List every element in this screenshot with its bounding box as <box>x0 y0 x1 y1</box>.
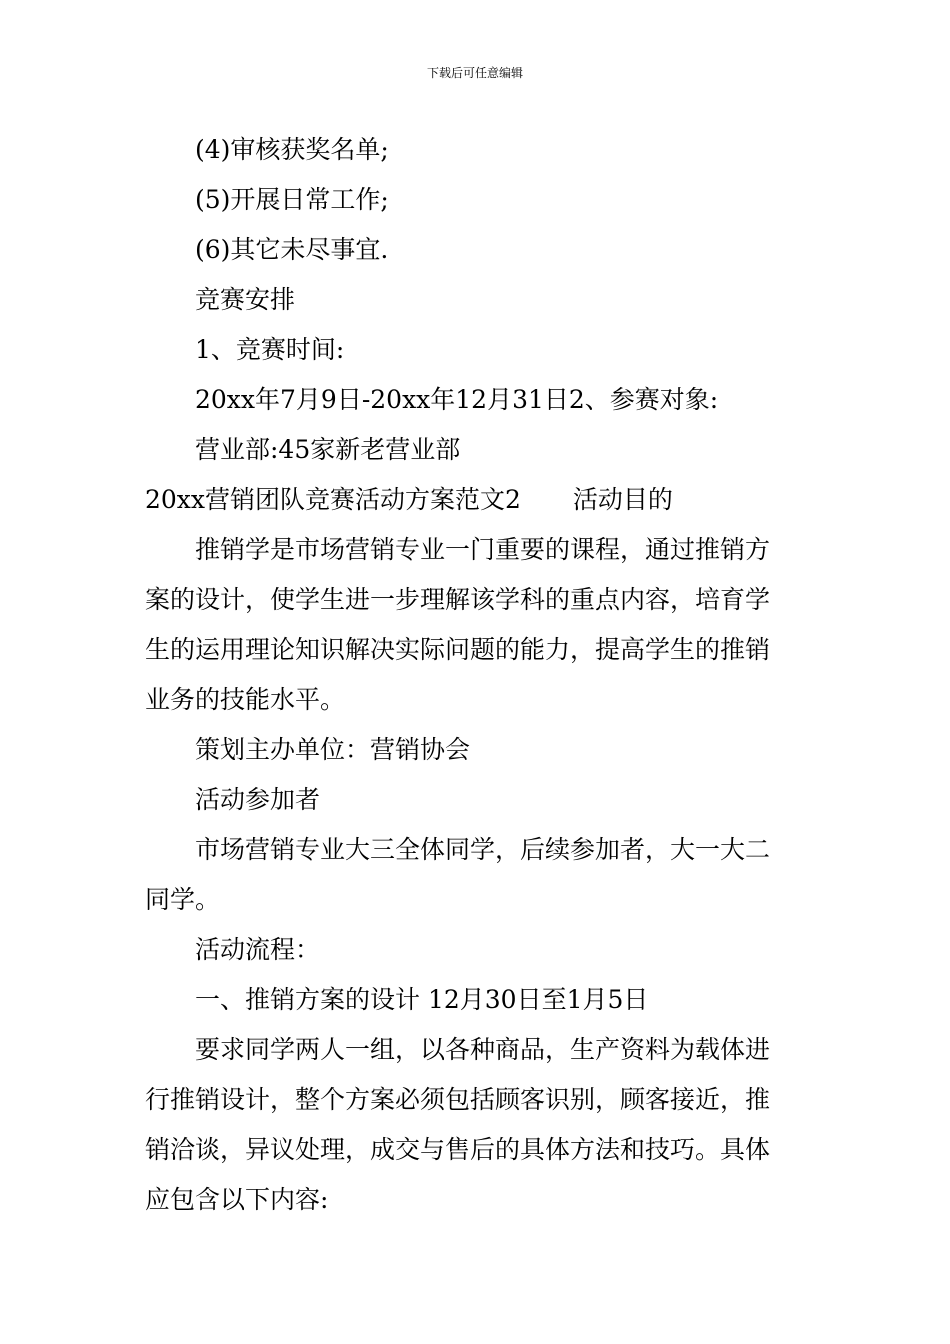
list-item-6: (6)其它未尽事宜. <box>195 235 389 264</box>
section-heading-purpose: 活动目的 <box>572 485 673 514</box>
section-heading-participants: 活动参加者 <box>195 785 321 814</box>
paragraph-line: 同学。 <box>145 885 221 914</box>
list-item-4: (4)审核获奖名单; <box>195 135 389 164</box>
doc-title-line <box>145 483 810 517</box>
paragraph-line: 市场营销专业大三全体同学，后续参加者，大一大二 <box>195 835 771 864</box>
paragraph-line: 销洽谈，异议处理，成交与售后的具体方法和技巧。具体 <box>145 1135 771 1164</box>
paragraph-line: 行推销设计，整个方案必须包括顾客识别，顾客接近，推 <box>145 1085 771 1114</box>
competition-time-label: 1、竞赛时间: <box>195 335 345 364</box>
doc-title: 20xx营销团队竞赛活动方案范文2 <box>145 485 521 514</box>
step-heading: 一、推销方案的设计 12月30日至1月5日 <box>195 985 649 1014</box>
paragraph-line: 业务的技能水平。 <box>145 685 346 714</box>
paragraph-line: 应包含以下内容: <box>145 1185 329 1214</box>
section-heading-competition: 竞赛安排 <box>195 285 296 314</box>
paragraph-line: 生的运用理论知识解决实际问题的能力，提高学生的推销 <box>145 635 771 664</box>
list-item-5: (5)开展日常工作; <box>195 185 389 214</box>
page-header: 下载后可任意编辑 <box>426 66 523 80</box>
section-heading-process: 活动流程： <box>195 935 321 964</box>
paragraph-line: 要求同学两人一组，以各种商品，生产资料为载体进 <box>195 1035 771 1064</box>
competition-dates: 20xx年7月9日-20xx年12月31日2、参赛对象: <box>195 385 719 414</box>
paragraph-line: 推销学是市场营销专业一门重要的课程，通过推销方 <box>195 535 771 564</box>
paragraph-line: 案的设计，使学生进一步理解该学科的重点内容，培育学 <box>145 585 771 614</box>
participants-line: 营业部:45家新老营业部 <box>195 435 461 464</box>
organizer-line: 策划主办单位：营销协会 <box>195 735 471 764</box>
